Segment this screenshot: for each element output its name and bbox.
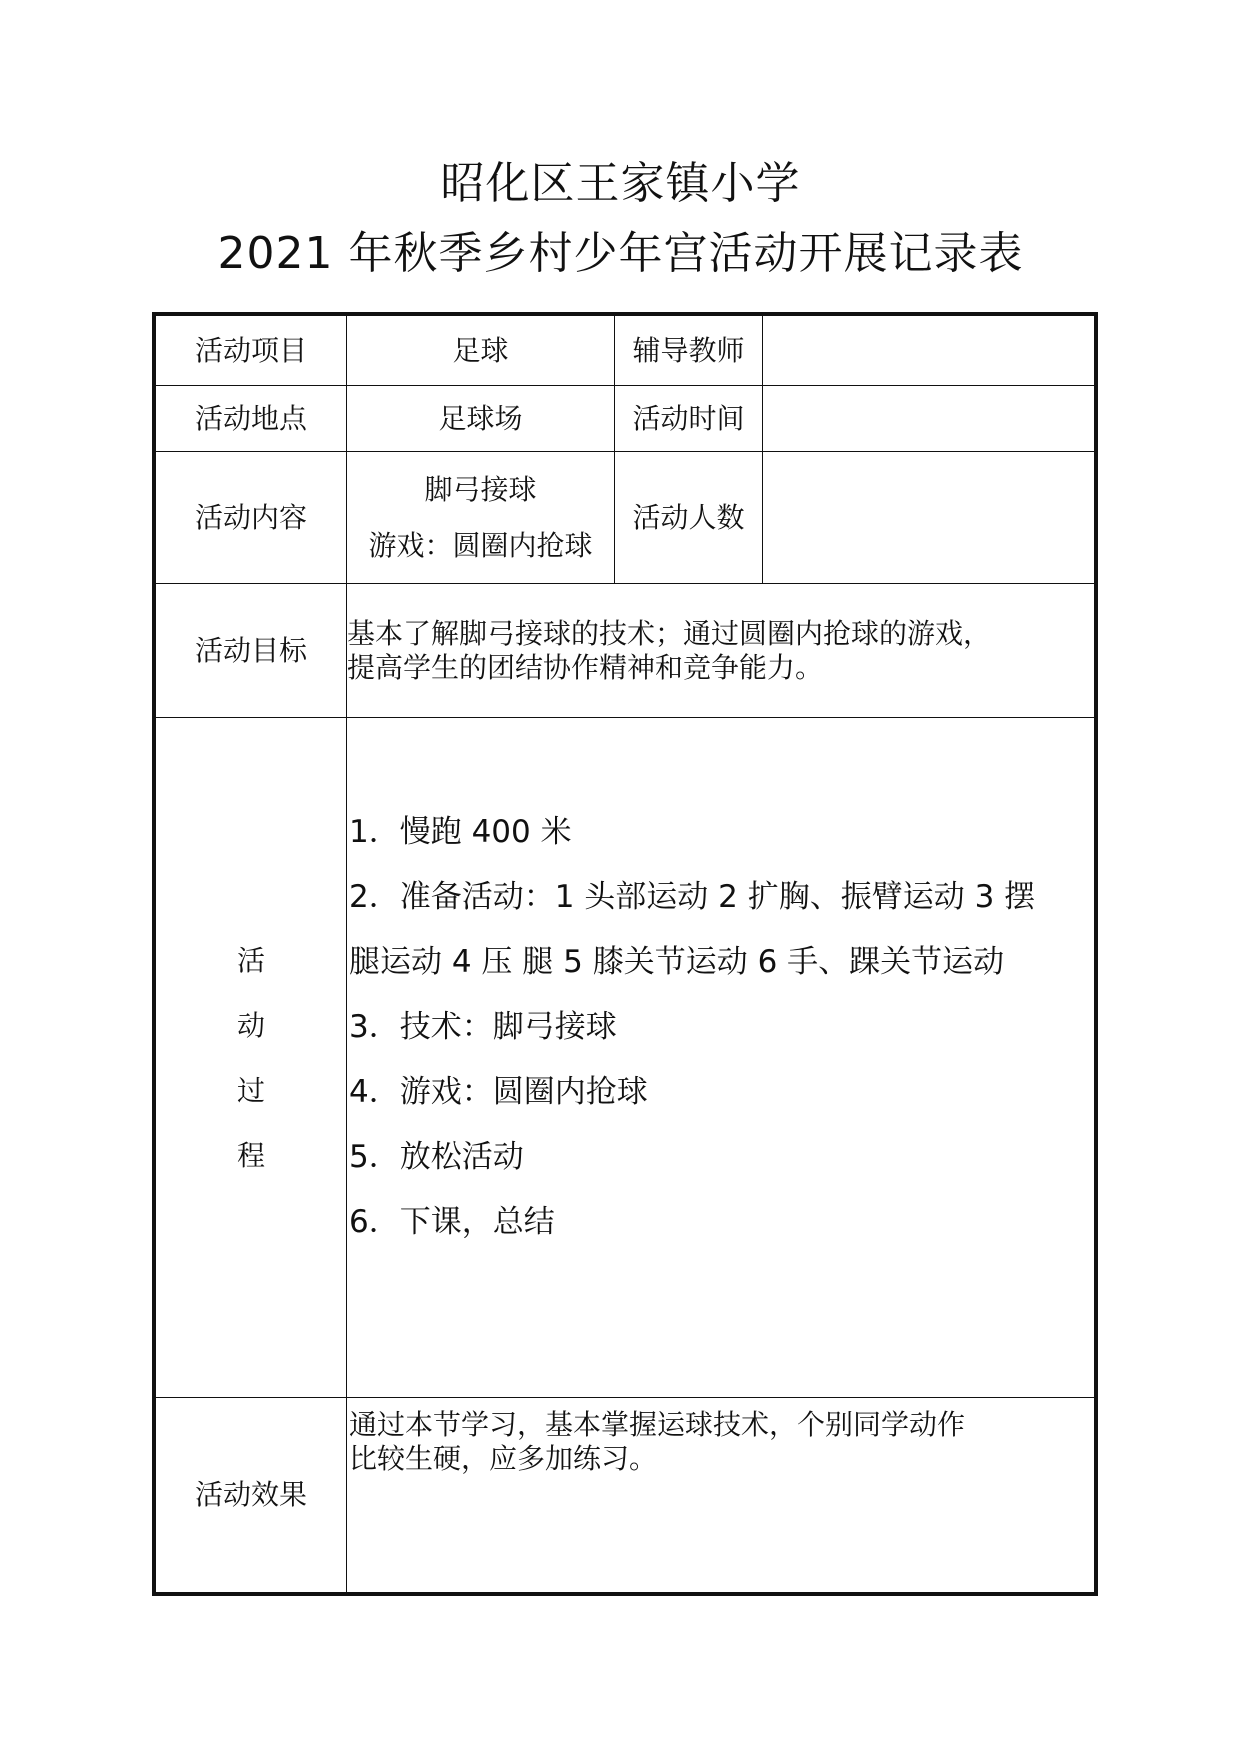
time-label: 活动时间 bbox=[615, 386, 763, 452]
effect-label: 活动效果 bbox=[156, 1398, 347, 1593]
process-steps bbox=[347, 718, 1095, 1398]
location-value: 足球场 bbox=[347, 386, 615, 452]
process-label-char: 过 bbox=[236, 1073, 265, 1107]
time-value bbox=[763, 386, 1095, 452]
goal-line: 提高学生的团结协作精神和竞争能力。 bbox=[347, 650, 824, 684]
process-label-char: 活 bbox=[236, 943, 265, 977]
process-step: 5．放松活动 bbox=[349, 1139, 524, 1175]
count-value bbox=[763, 452, 1095, 584]
teacher-value bbox=[763, 316, 1095, 386]
school-title: 昭化区王家镇小学 bbox=[440, 158, 801, 209]
process-label-char: 动 bbox=[236, 1008, 265, 1042]
location-label: 活动地点 bbox=[156, 386, 347, 452]
process-step: 3．技术：脚弓接球 bbox=[349, 1009, 617, 1045]
effect-line: 比较生硬，应多加练习。 bbox=[349, 1442, 658, 1475]
count-label: 活动人数 bbox=[615, 452, 763, 584]
table-row bbox=[156, 1398, 1095, 1593]
project-value: 足球 bbox=[347, 316, 615, 386]
process-step: 腿运动 4 压 腿 5 膝关节运动 6 手、踝关节运动 bbox=[349, 944, 1005, 980]
teacher-label: 辅导教师 bbox=[615, 316, 763, 386]
content-line: 脚弓接球 bbox=[424, 472, 537, 506]
table-row bbox=[156, 452, 1095, 584]
goal-value bbox=[347, 584, 1095, 718]
effect-value bbox=[347, 1398, 1095, 1593]
goal-line: 基本了解脚弓接球的技术；通过圆圈内抢球的游戏， bbox=[347, 616, 992, 650]
table-row bbox=[156, 584, 1095, 718]
process-step: 4．游戏：圆圈内抢球 bbox=[349, 1074, 648, 1110]
table-row bbox=[156, 316, 1095, 386]
form-title: 2021 年秋季乡村少年宫活动开展记录表 bbox=[217, 228, 1024, 279]
content-value bbox=[347, 452, 615, 584]
table-row bbox=[156, 386, 1095, 452]
activity-record-table bbox=[155, 315, 1095, 1593]
process-label-char: 程 bbox=[236, 1138, 265, 1172]
effect-line: 通过本节学习，基本掌握运球技术，个别同学动作 bbox=[349, 1408, 966, 1441]
content-label: 活动内容 bbox=[156, 452, 347, 584]
process-step: 2．准备活动：1 头部运动 2 扩胸、振臂运动 3 摆 bbox=[349, 879, 1036, 915]
process-step: 6．下课，总结 bbox=[349, 1204, 555, 1240]
project-label: 活动项目 bbox=[156, 316, 347, 386]
table-row bbox=[156, 718, 1095, 1398]
content-line: 游戏：圆圈内抢球 bbox=[368, 528, 593, 562]
goal-label: 活动目标 bbox=[156, 584, 347, 718]
process-step: 1．慢跑 400 米 bbox=[349, 814, 572, 850]
process-label bbox=[156, 718, 347, 1398]
